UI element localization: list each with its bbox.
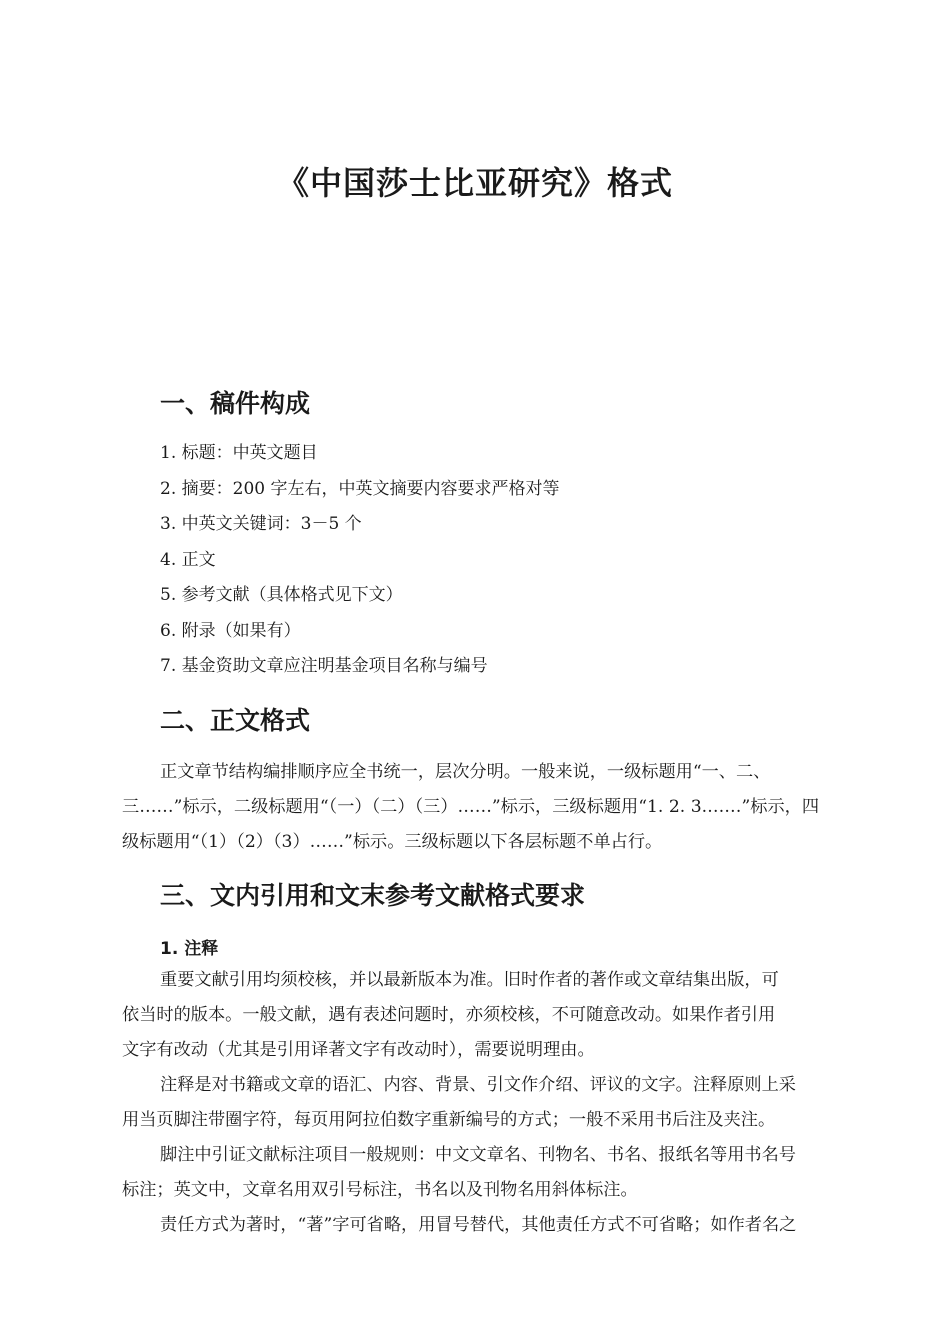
text-line: 依当时的版本。一般文献，遇有表述问题时，亦须校核，不可随意改动。如果作者引用 — [122, 1005, 776, 1025]
list-item: 5. 参考文献（具体格式见下文） — [160, 585, 403, 605]
text-line: 标注；英文中，文章名用双引号标注，书名以及刊物名用斜体标注。 — [122, 1180, 638, 1200]
list-item: 6. 附录（如果有） — [160, 620, 301, 641]
section-heading-composition: 一、稿件构成 — [160, 389, 311, 418]
text-line: 正文章节结构编排顺序应全书统一，层次分明。一般来说，一级标题用“一、二、 — [160, 762, 771, 782]
notes-paragraphs — [122, 965, 852, 1245]
section-heading-citations: 三、文内引用和文末参考文献格式要求 — [160, 881, 586, 910]
list-item: 4. 正文 — [160, 549, 216, 570]
text-line: 重要文献引用均须校核，并以最新版本为准。旧时作者的著作或文章结集出版，可 — [160, 970, 779, 990]
subheading-notes: 1. 注释 — [160, 939, 219, 959]
text-line: 注释是对书籍或文章的语汇、内容、背景、引文作介绍、评议的文字。注释原则上采 — [160, 1075, 796, 1095]
list-item: 1. 标题：中英文题目 — [160, 443, 318, 463]
list-item: 7. 基金资助文章应注明基金项目名称与编号 — [160, 656, 488, 676]
text-line: 级标题用“（1）（2）（3）……”标示。三级标题以下各层标题不单占行。 — [122, 832, 663, 852]
list-item: 3. 中英文关键词：3－5 个 — [160, 514, 362, 534]
document-title: 《中国莎士比亚研究》格式 — [276, 164, 673, 202]
text-line: 脚注中引证文献标注项目一般规则：中文文章名、刊物名、书名、报纸名等用书名号 — [160, 1145, 796, 1165]
text-line: 文字有改动（尤其是引用译著文字有改动时），需要说明理由。 — [122, 1040, 595, 1060]
body-format-paragraph — [122, 757, 852, 862]
section-heading-body-format: 二、正文格式 — [160, 706, 311, 735]
text-line: 三……”标示，二级标题用“（一）（二）（三）……”标示，三级标题用“1. 2. 3.……”标示，四 — [122, 797, 820, 817]
composition-list — [160, 440, 559, 689]
list-item: 2. 摘要：200 字左右，中英文摘要内容要求严格对等 — [160, 478, 560, 499]
text-line: 用当页脚注带圈字符，每页用阿拉伯数字重新编号的方式；一般不采用书后注及夹注。 — [122, 1110, 776, 1130]
text-line: 责任方式为著时，“著”字可省略，用冒号替代，其他责任方式不可省略；如作者名之 — [160, 1215, 797, 1235]
